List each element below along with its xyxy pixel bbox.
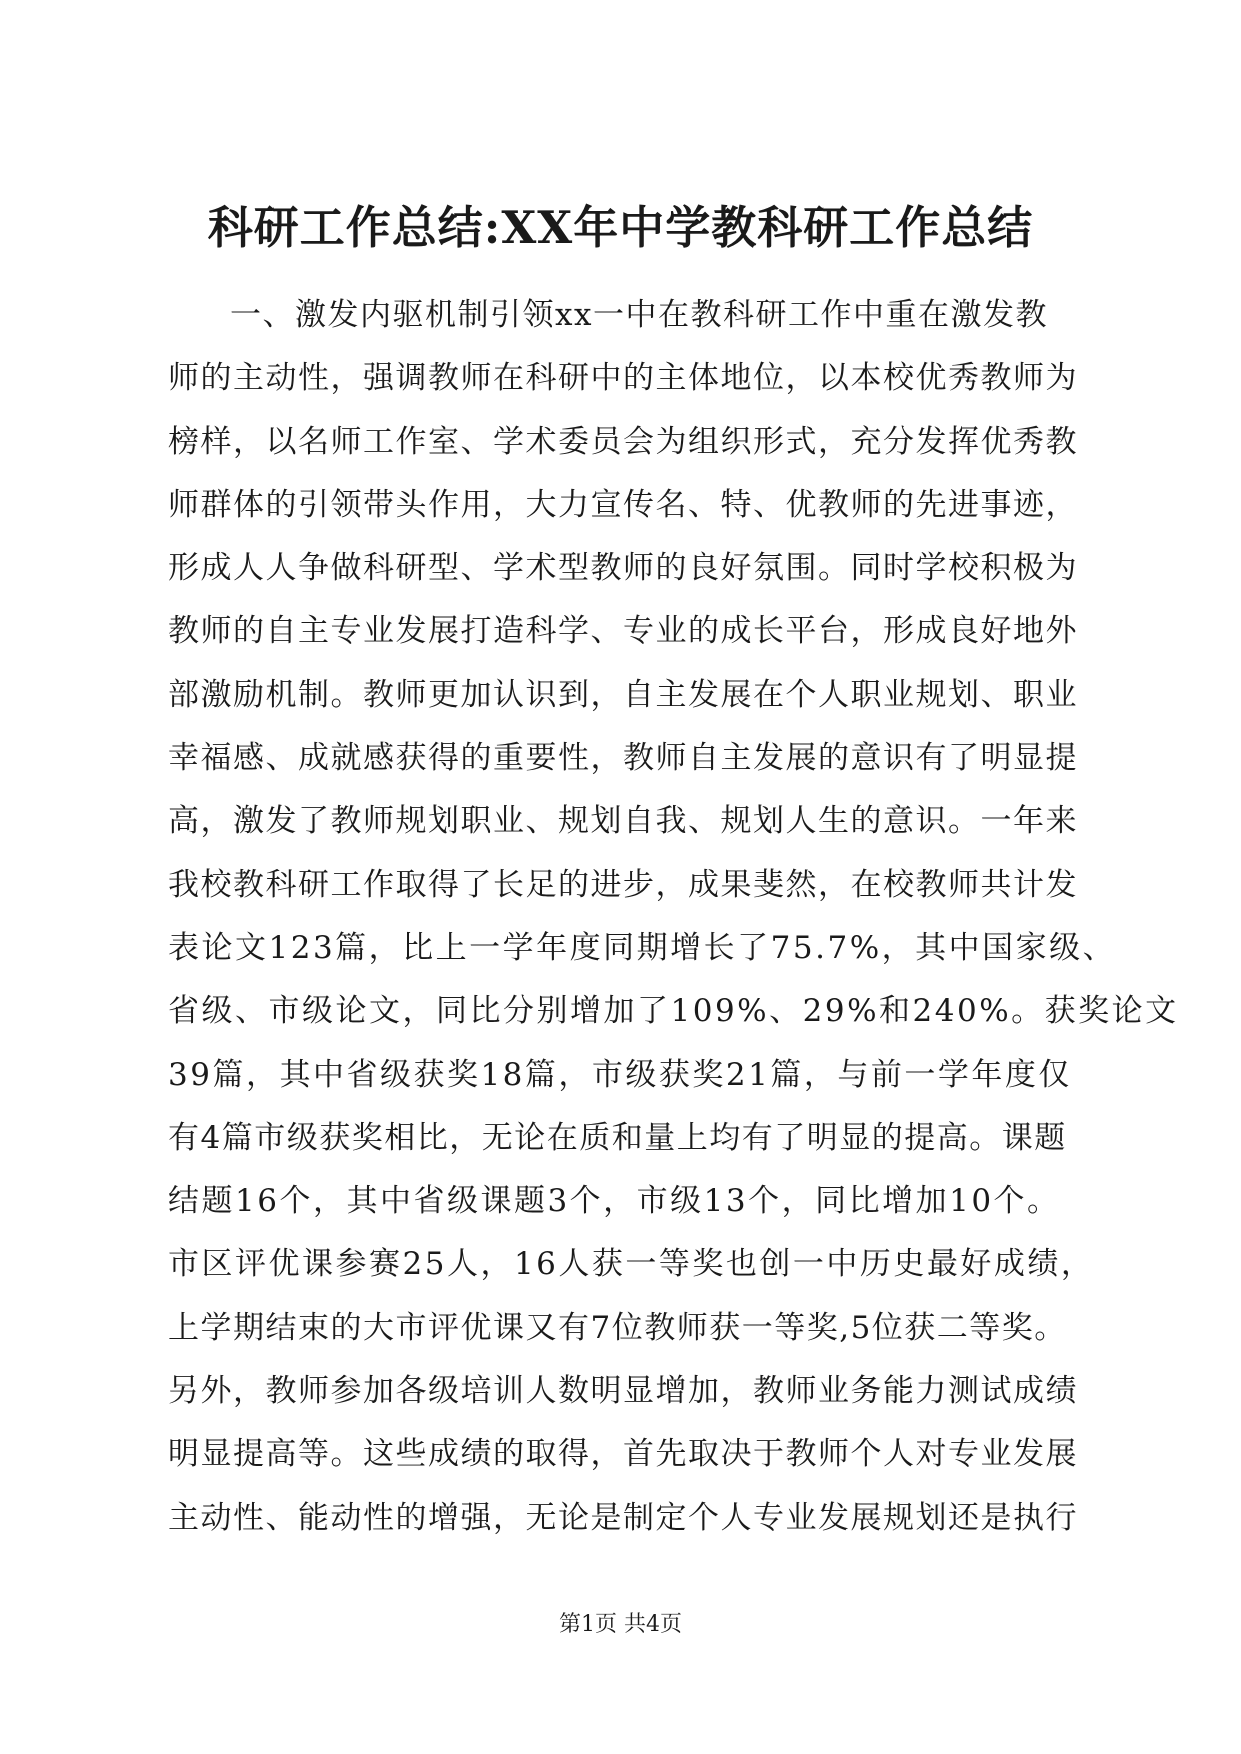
- body-line: 高，激发了教师规划职业、规划自我、规划人生的意识。一年来: [168, 803, 1078, 840]
- body-line: 师群体的引领带头作用，大力宣传名、特、优教师的先进事迹，: [168, 486, 1078, 523]
- body-line: 表论文123篇，比上一学年度同期增长了75.7%，其中国家级、: [168, 929, 1117, 966]
- body-line: 省级、市级论文，同比分别增加了109%、29%和240%。获奖论文: [168, 993, 1179, 1030]
- body-line: 教师的自主专业发展打造科学、专业的成长平台，形成良好地外: [168, 613, 1078, 650]
- body-line: 师的主动性，强调教师在科研中的主体地位，以本校优秀教师为: [168, 360, 1078, 397]
- body-line: 我校教科研工作取得了长足的进步，成果斐然，在校教师共计发: [168, 866, 1078, 903]
- body-text: [168, 284, 1179, 1550]
- body-line: 形成人人争做科研型、学术型教师的良好氛围。同时学校积极为: [168, 550, 1078, 587]
- body-line: 幸福感、成就感获得的重要性，教师自主发展的意识有了明显提: [168, 740, 1078, 777]
- body-line: 上学期结束的大市评优课又有7位教师获一等奖,5位获二等奖。: [168, 1309, 1067, 1346]
- body-line: 明显提高等。这些成绩的取得，首先取决于教师个人对专业发展: [168, 1436, 1078, 1473]
- body-line: 结题16个，其中省级课题3个，市级13个，同比增加10个。: [168, 1183, 1061, 1220]
- body-line: 一、激发内驱机制引领xx一中在教科研工作中重在激发教: [230, 297, 1048, 333]
- body-line: 有4篇市级获奖相比，无论在质和量上均有了明显的提高。课题: [168, 1119, 1067, 1156]
- body-line: 榜样，以名师工作室、学术委员会为组织形式，充分发挥优秀教: [168, 423, 1078, 460]
- body-line: 市区评优课参赛25人，16人获一等奖也创一中历史最好成绩，: [168, 1246, 1095, 1283]
- body-line: 部激励机制。教师更加认识到，自主发展在个人职业规划、职业: [168, 676, 1078, 713]
- page-number: 第1页 共4页: [559, 1612, 682, 1637]
- body-line: 39篇，其中省级获奖18篇，市级获奖21篇，与前一学年度仅: [168, 1056, 1072, 1093]
- page-title: 科研工作总结:XX年中学教科研工作总结: [207, 201, 1034, 254]
- body-line: 另外，教师参加各级培训人数明显增加，教师业务能力测试成绩: [168, 1373, 1078, 1410]
- body-line: 主动性、能动性的增强，无论是制定个人专业发展规划还是执行: [168, 1499, 1078, 1536]
